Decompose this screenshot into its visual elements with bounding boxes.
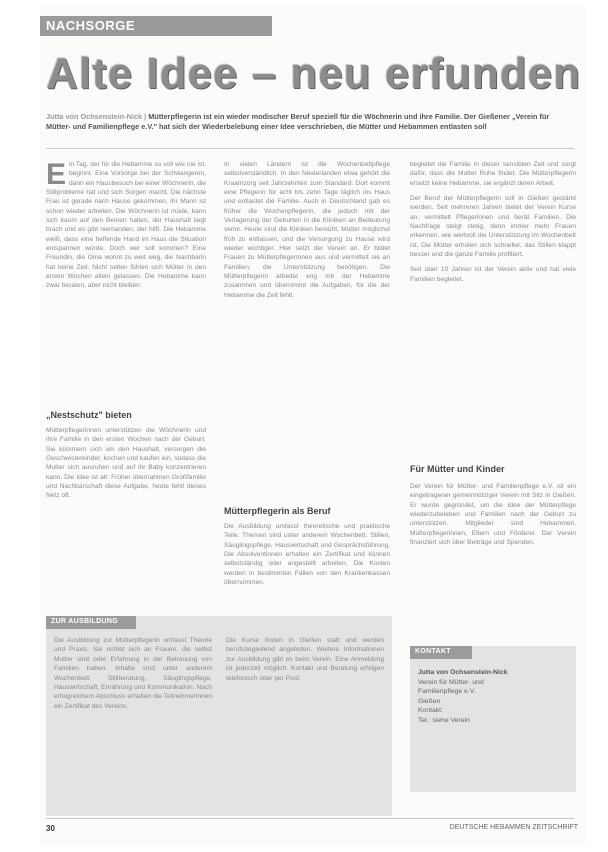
journal-name: DEUTSCHE HEBAMMEN ZEITSCHRIFT: [449, 824, 578, 831]
intro-text: Mütterpflegerin ist ein wieder modischer Beruf speziell für die Wöchnerin und ihre Familie. Der Gießener „Verein für Mütter- und Familienpflege e.V." hat sich der Wiederbelebung einer Idee verschrieben, die Mütter und Hebammen entlasten soll: [46, 112, 550, 131]
contact-line: Familienpflege e.V.: [418, 688, 476, 696]
col3-paragraph-3: Seit über 10 Jahren ist der Verein aktiv und hat viele Familien begleitet.: [410, 266, 576, 283]
col3-paragraph-1: begleitet die Familie in dieser sensiblen Zeit und sorgt dafür, dass die Mutter Ruhe findet. Die Mütterpflegerin ersetzt keine Hebamme, sie ergänzt deren Arbeit.: [410, 161, 576, 187]
subheading-beruf: Mütterpflegerin als Beruf: [224, 506, 331, 516]
col1-paragraph-1: in Tag, der für die Hebamme so voll wie nie ist, beginnt. Eine Vorsorge bei der Schwangeren, dann ein Hausbesuch bei einer Wöchnerin, die Stillprobleme hat und sich Sorgen macht. Die nächste Frau ist gerade nach Hause gekommen, ihr Mann ist schon wieder arbeiten. Die Wöchnerin ist müde, kann sich kaum auf den Beinen halten, der Haushalt liegt brach und es gibt niemanden, der hilft. Die Hebamme weiß, dass eine helfende Hand im Haus die Situation entspannen würde. Doch wer soll kommen? Eine Freundin, die Oma wohnt zu weit weg, die Nachbarin hat keine Zeit. Nicht selten fühlen sich Mütter in den ersten Wochen allein gelassen. Die Hebamme kann zwar beraten, aber nicht bleiben.: [46, 161, 206, 290]
article-intro: [46, 112, 574, 132]
text-column-3: [410, 160, 576, 422]
article-headline: Alte Idee – neu erfunden: [46, 49, 581, 98]
info-box-tab: [46, 616, 136, 629]
text-column-3b: [410, 482, 576, 638]
info-box-right-text: Die Kurse finden in Gießen statt und werden berufsbegleitend angeboten. Weitere Informationen zur Ausbildung gibt es beim Verein. Eine Anmeldung ist jederzeit möglich. Kontakt und Beratung erfolgen telefonisch oder per Post.: [226, 637, 384, 682]
contact-line: Kontakt:: [418, 707, 443, 715]
text-column-2b: [224, 522, 390, 606]
contact-lines: [418, 668, 570, 726]
contact-line: Jutta von Ochsenstein-Nick: [418, 669, 508, 676]
col3-paragraph-4: Der Verein für Mütter- und Familienpflege e.V. ist ein eingetragener gemeinnütziger Verein mit Sitz in Gießen. Er wurde gegründet, um die Idee der Mütterpflege wiederzubeleben und Familien nach der Geburt zu unterstützen. Mitglieder sind Hebammen, Mütterpflegerinnen, Eltern und Förderer. Der Verein finanziert sich über Beiträge und Spenden.: [410, 483, 576, 547]
page-number: 30: [46, 824, 55, 833]
contact-line: Gießen: [418, 697, 441, 705]
contact-box: [410, 646, 576, 792]
col3-paragraph-2: Der Beruf der Mütterpflegerin soll in Gießen gestärkt werden. Seit mehreren Jahren bietet der Verein Kurse an, vermittelt Pflegerinnen und berät Familien. Die Nachfrage steigt stetig, denn immer mehr Frauen erkennen, wie wertvoll die Unterstützung im Wochenbett ist. Die Mütter erholen sich schneller, das Stillen klappt besser und die ganze Familie profitiert.: [410, 195, 576, 259]
info-box-title: ZUR AUSBILDUNG: [51, 618, 118, 625]
magazine-page: [40, 6, 586, 846]
info-box-ausbildung: [46, 616, 392, 816]
contact-box-title: KONTAKT: [415, 648, 451, 655]
section-label: NACHSORGE: [46, 18, 136, 33]
section-label-bar: [40, 16, 272, 36]
info-box-left-text: Die Ausbildung zur Mütterpflegerin umfasst Theorie und Praxis. Sie richtet sich an Frauen, die selbst Mutter sind oder Erfahrung in der Betreuung von Familien haben. Inhalte sind unter anderem Wochenbett, Stillberatung, Säuglingspflege, Hauswirtschaft, Ernährung und Kommunikation. Nach erfolgreichem Abschluss erhalten die Teilnehmerinnen ein Zertifikat des Vereins.: [54, 637, 212, 710]
contact-box-tab: [410, 646, 472, 659]
text-column-1b: [46, 426, 206, 588]
article-author: Jutta von Ochsenstein-Nick |: [46, 112, 147, 121]
col1-paragraph-2: Mütterpflegerinnen unterstützen die Wöchnerin und ihre Familie in den ersten Wochen nach der Geburt. Sie kümmern sich um den Haushalt, versorgen die Geschwisterkinder, kochen und kaufen ein, sodass die Mutter sich ausruhen und auf ihr Baby konzentrieren kann. Die Idee ist alt: Früher übernahmen Großfamilie und Nachbarschaft diese Aufgabe, heute fehlt dieses Netz oft.: [46, 427, 206, 500]
col2-paragraph-1: In vielen Ländern ist die Wochenbettpflege selbstverständlich. In den Niederlanden etwa gehört die Kraamzorg seit Jahrzehnten zum Standard. Dort kommt eine Pflegerin für acht bis zehn Tage täglich ins Haus und entlastet die Familie. Auch in Deutschland gab es früher die Wochenpflegerin, die jedoch mit der Verlagerung der Geburten in die Kliniken an Bedeutung verlor. Heute sind die Kliniken bemüht, Mütter möglichst früh zu entlassen, und die Versorgung zu Hause wird wieder wichtiger. Hier setzt der Verein an. Er bildet Frauen zu Mütterpflegerinnen aus und vermittelt sie an Familien, die Unterstützung benötigen. Die Mütterpflegerin arbeitet eng mit der Hebamme zusammen und übernimmt die Aufgaben, für die der Hebamme die Zeit fehlt.: [224, 161, 390, 299]
divider: [46, 148, 574, 149]
col2-paragraph-2: Die Ausbildung umfasst theoretische und praktische Teile. Themen sind unter anderem Wochenbett, Stillen, Säuglingspflege, Hauswirtschaft und Gesprächsführung. Die Absolventinnen erhalten ein Zertifikat und können selbstständig oder angestellt arbeiten. Die Kosten werden in bestimmten Fällen von den Krankenkassen übernommen.: [224, 523, 390, 587]
contact-line: Verein für Mütter- und: [418, 678, 484, 686]
footer-divider: [46, 818, 574, 819]
text-column-2: [224, 160, 390, 500]
subheading-muetter-kinder: Für Mütter und Kinder: [410, 464, 505, 474]
contact-line: Tel.: siehe Verein: [418, 716, 470, 724]
drop-cap: E: [46, 160, 67, 191]
subheading-nestschutz: „Nestschutz" bieten: [46, 410, 132, 420]
